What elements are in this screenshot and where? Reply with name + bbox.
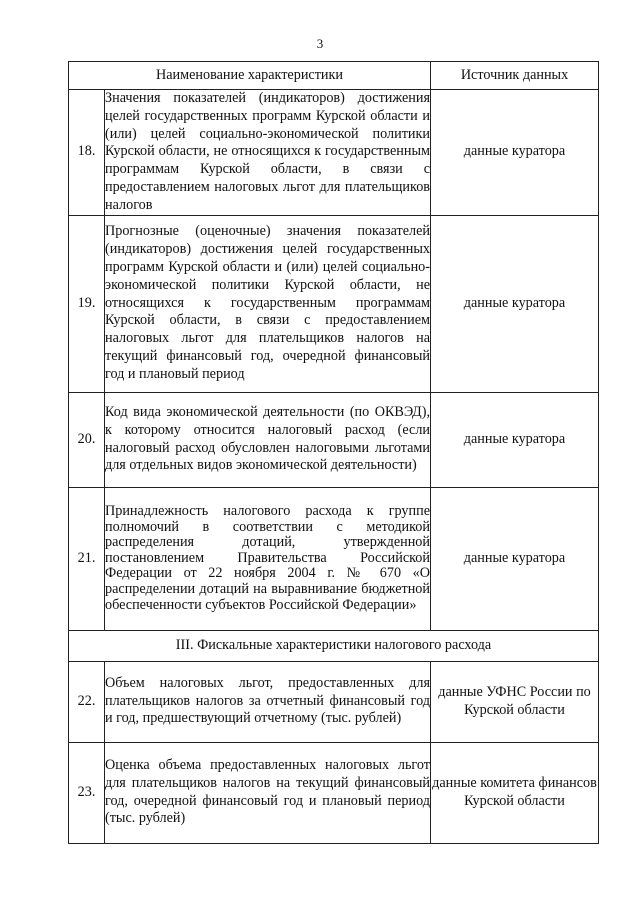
row-number: 23. [69, 742, 105, 843]
row-name: Код вида экономической деятельности (по ОКВЭД), к которому относится налоговый расход (если налоговый расход обусловлен налоговыми льготами для отдельных видов экономической деятельности) [105, 392, 431, 487]
row-source: данные куратора [431, 392, 599, 487]
row-number: 19. [69, 215, 105, 392]
table-row [69, 742, 599, 843]
page-number: 3 [316, 36, 324, 51]
row-number: 20. [69, 392, 105, 487]
table-row [69, 90, 599, 216]
row-number: 22. [69, 661, 105, 742]
row-number: 18. [69, 90, 105, 216]
table-row [69, 215, 599, 392]
row-name: Прогнозные (оценочные) значения показателей (индикаторов) достижения целей государственных программ Курской области и (или) целей социально-экономической политики Курской области, не относящихся к государственным программам Курской области, в связи с предоставлением налоговых льгот для плательщиков налогов на текущий финансовый год, очередной финансовый год и плановый период [105, 215, 431, 392]
row-source: данные комитета финансов Курской области [431, 742, 599, 843]
table-header-row [69, 62, 599, 90]
header-name: Наименование характеристики [69, 62, 431, 90]
row-name: Оценка объема предоставленных налоговых льгот для плательщиков налогов на текущий финансовый год, очередной финансовый год и плановый период (тыс. рублей) [105, 742, 431, 843]
table-row [69, 661, 599, 742]
row-name: Принадлежность налогового расхода к группе полномочий в соответствии с методикой распределения дотаций, утвержденной постановлением Правительства Российской Федерации от 22 ноября 2004 г. № 670 «О распределении дотаций на выравнивание бюджетной обеспеченности субъектов Российской Федерации» [105, 487, 431, 630]
row-source: данные УФНС России по Курской области [431, 661, 599, 742]
section-title: III. Фискальные характеристики налогового расхода [69, 630, 599, 661]
row-source: данные куратора [431, 90, 599, 216]
section-row [69, 630, 599, 661]
row-source: данные куратора [431, 487, 599, 630]
characteristics-table [68, 61, 599, 844]
row-name: Значения показателей (индикаторов) достижения целей государственных программ Курской области и (или) целей социально-экономической политики Курской области, не относящихся к государственным программам Курской области, в связи с предоставлением налоговых льгот для плательщиков налогов [105, 90, 431, 216]
row-name: Объем налоговых льгот, предоставленных для плательщиков налогов за отчетный финансовый год и год, предшествующий отчетному (тыс. рублей) [105, 661, 431, 742]
table-row [69, 487, 599, 630]
row-source: данные куратора [431, 215, 599, 392]
row-number: 21. [69, 487, 105, 630]
header-source: Источник данных [431, 62, 599, 90]
table-row [69, 392, 599, 487]
